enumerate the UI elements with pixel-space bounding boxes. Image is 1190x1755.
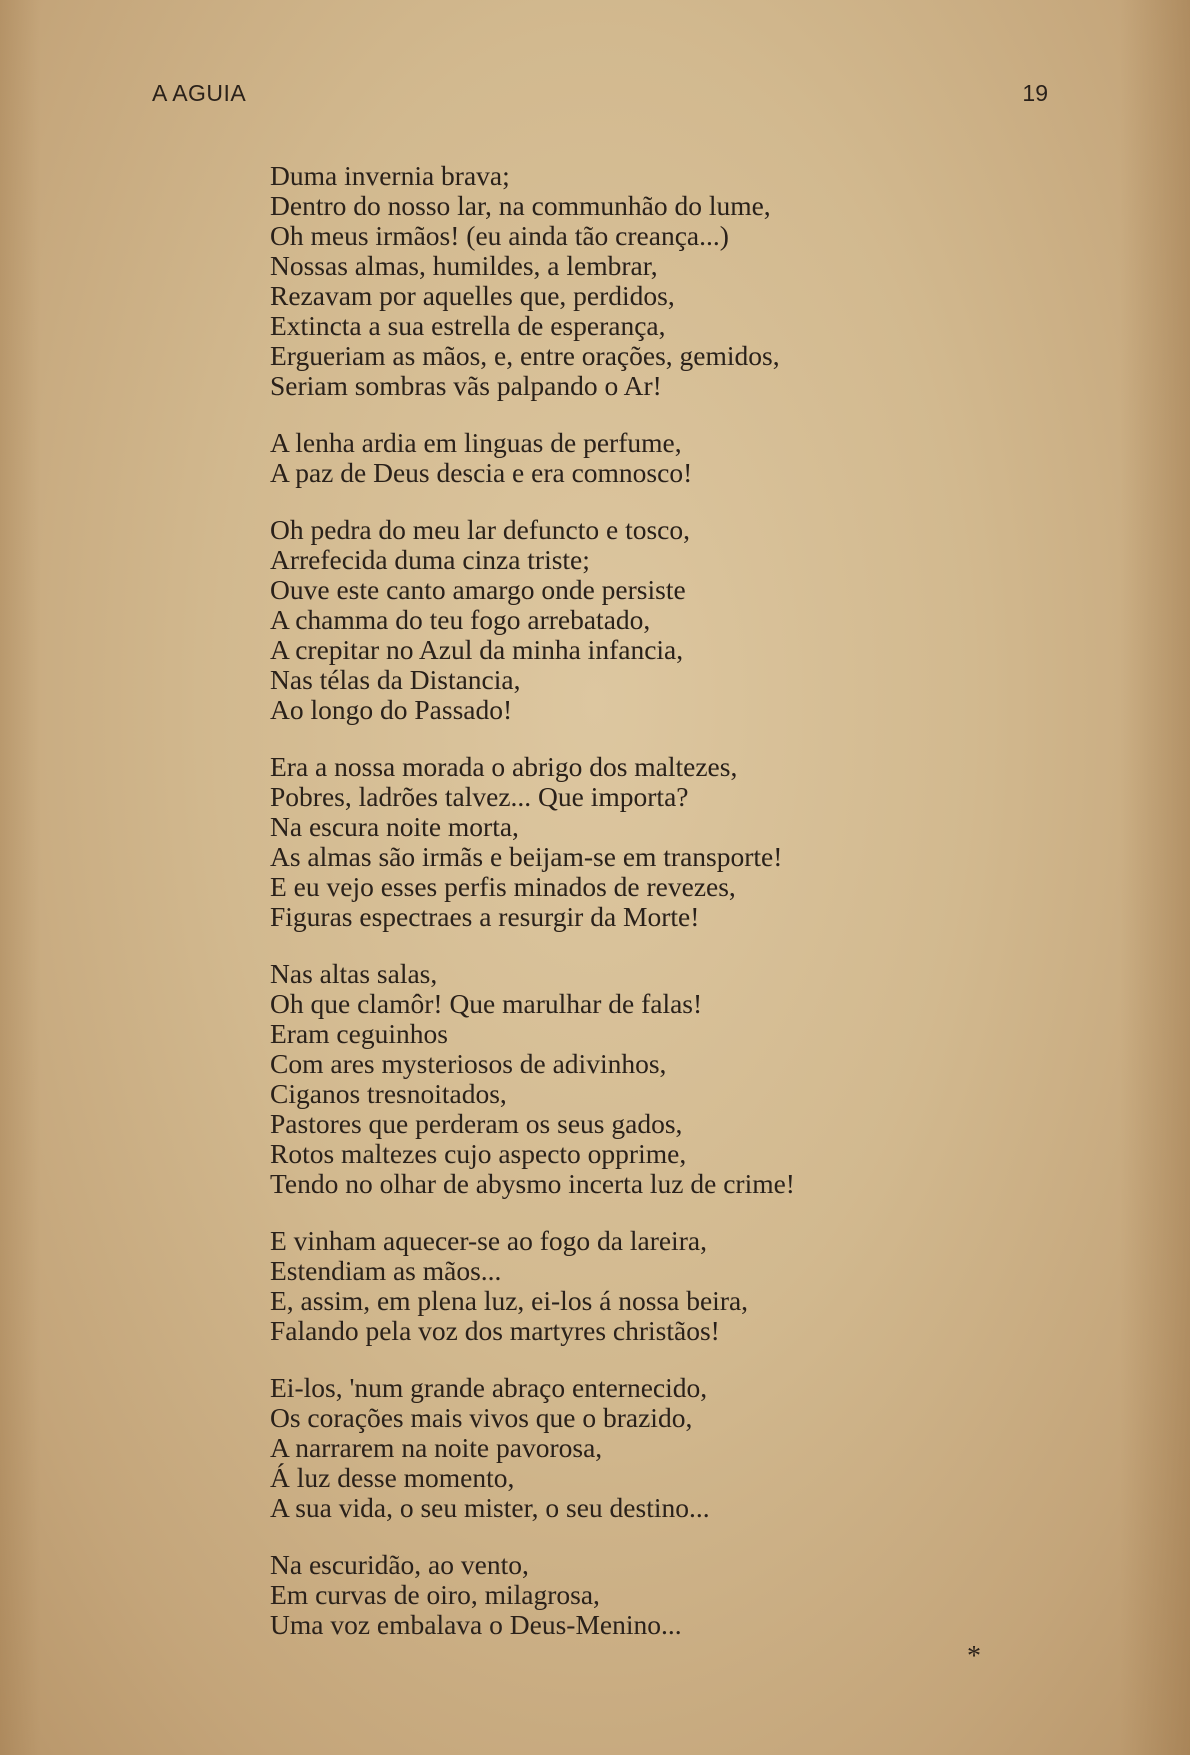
stanza xyxy=(270,161,990,401)
poem-line: Rotos maltezes cujo aspecto opprime, xyxy=(270,1138,687,1169)
poem-line: Oh que clamôr! Que marulhar de falas! xyxy=(270,988,703,1019)
poem-line: Em curvas de oiro, milagrosa, xyxy=(270,1579,600,1610)
poem-line: Pastores que perderam os seus gados, xyxy=(270,1108,683,1139)
poem-line: Dentro do nosso lar, na communhão do lume, xyxy=(270,190,771,221)
poem-line: Falando pela voz dos martyres christãos! xyxy=(270,1315,720,1346)
page-header xyxy=(152,80,1048,112)
poem-line: Os corações mais vivos que o brazido, xyxy=(270,1402,693,1433)
poem-line: Ao longo do Passado! xyxy=(270,694,513,725)
poem-line: A paz de Deus descia e era comnosco! xyxy=(270,457,693,488)
poem-line: Figuras espectraes a resurgir da Morte! xyxy=(270,901,700,932)
poem-line: Ouve este canto amargo onde persiste xyxy=(270,574,686,605)
page-shadow-left xyxy=(0,0,40,1755)
stanza xyxy=(270,515,990,725)
poem-line: E vinham aquecer-se ao fogo da lareira, xyxy=(270,1225,707,1256)
poem-line: E eu vejo esses perfis minados de revezes, xyxy=(270,871,736,902)
poem-line: Com ares mysteriosos de adivinhos, xyxy=(270,1048,667,1079)
poem-line: Ciganos tresnoitados, xyxy=(270,1078,507,1109)
poem-line: Arrefecida duma cinza triste; xyxy=(270,544,590,575)
poem-line: Seriam sombras vãs palpando o Ar! xyxy=(270,370,662,401)
poem-line: Duma invernia brava; xyxy=(270,160,510,191)
poem-line: Extincta a sua estrella de esperança, xyxy=(270,310,666,341)
page-number: 19 xyxy=(1022,80,1048,106)
poem-line: Uma voz embalava o Deus-Menino... xyxy=(270,1609,682,1640)
poem-line: A narrarem na noite pavorosa, xyxy=(270,1432,603,1463)
stanza xyxy=(270,1550,990,1640)
page-shadow-right xyxy=(1120,0,1190,1755)
poem-line: Nas altas salas, xyxy=(270,958,438,989)
poem-line: Na escuridão, ao vento, xyxy=(270,1549,529,1580)
poem-line: Rezavam por aquelles que, perdidos, xyxy=(270,280,675,311)
poem-line: A chamma do teu fogo arrebatado, xyxy=(270,604,651,635)
poem-line: Era a nossa morada o abrigo dos maltezes, xyxy=(270,751,738,782)
stanza xyxy=(270,752,990,932)
ornament-asterisk: * xyxy=(967,1641,981,1672)
poem-line: Estendiam as mãos... xyxy=(270,1255,502,1286)
poem-line: Nossas almas, humildes, a lembrar, xyxy=(270,250,658,281)
poem-line: Eram ceguinhos xyxy=(270,1018,448,1049)
stanza xyxy=(270,1226,990,1346)
poem-line: Ergueriam as mãos, e, entre orações, gemidos, xyxy=(270,340,780,371)
poem-line: Oh pedra do meu lar defuncto e tosco, xyxy=(270,514,690,545)
poem-line: Á luz desse momento, xyxy=(270,1462,515,1493)
running-head: A AGUIA xyxy=(152,80,247,106)
poem-line: E, assim, em plena luz, ei-los á nossa beira, xyxy=(270,1285,749,1316)
poem-line: Ei-los, 'num grande abraço enternecido, xyxy=(270,1372,708,1403)
poem-body xyxy=(270,161,990,1667)
stanza xyxy=(270,959,990,1199)
stanza xyxy=(270,1373,990,1523)
poem-line: Tendo no olhar de abysmo incerta luz de crime! xyxy=(270,1168,795,1199)
poem-line: Nas télas da Distancia, xyxy=(270,664,521,695)
poem-line: As almas são irmãs e beijam-se em transporte! xyxy=(270,841,783,872)
poem-line: A crepitar no Azul da minha infancia, xyxy=(270,634,684,665)
poem-line: A lenha ardia em linguas de perfume, xyxy=(270,427,682,458)
poem-line: Na escura noite morta, xyxy=(270,811,519,842)
poem-line: A sua vida, o seu mister, o seu destino... xyxy=(270,1492,710,1523)
poem-line: Oh meus irmãos! (eu ainda tão creança...) xyxy=(270,220,729,251)
stanza xyxy=(270,428,990,488)
poem-line: Pobres, ladrões talvez... Que importa? xyxy=(270,781,689,812)
